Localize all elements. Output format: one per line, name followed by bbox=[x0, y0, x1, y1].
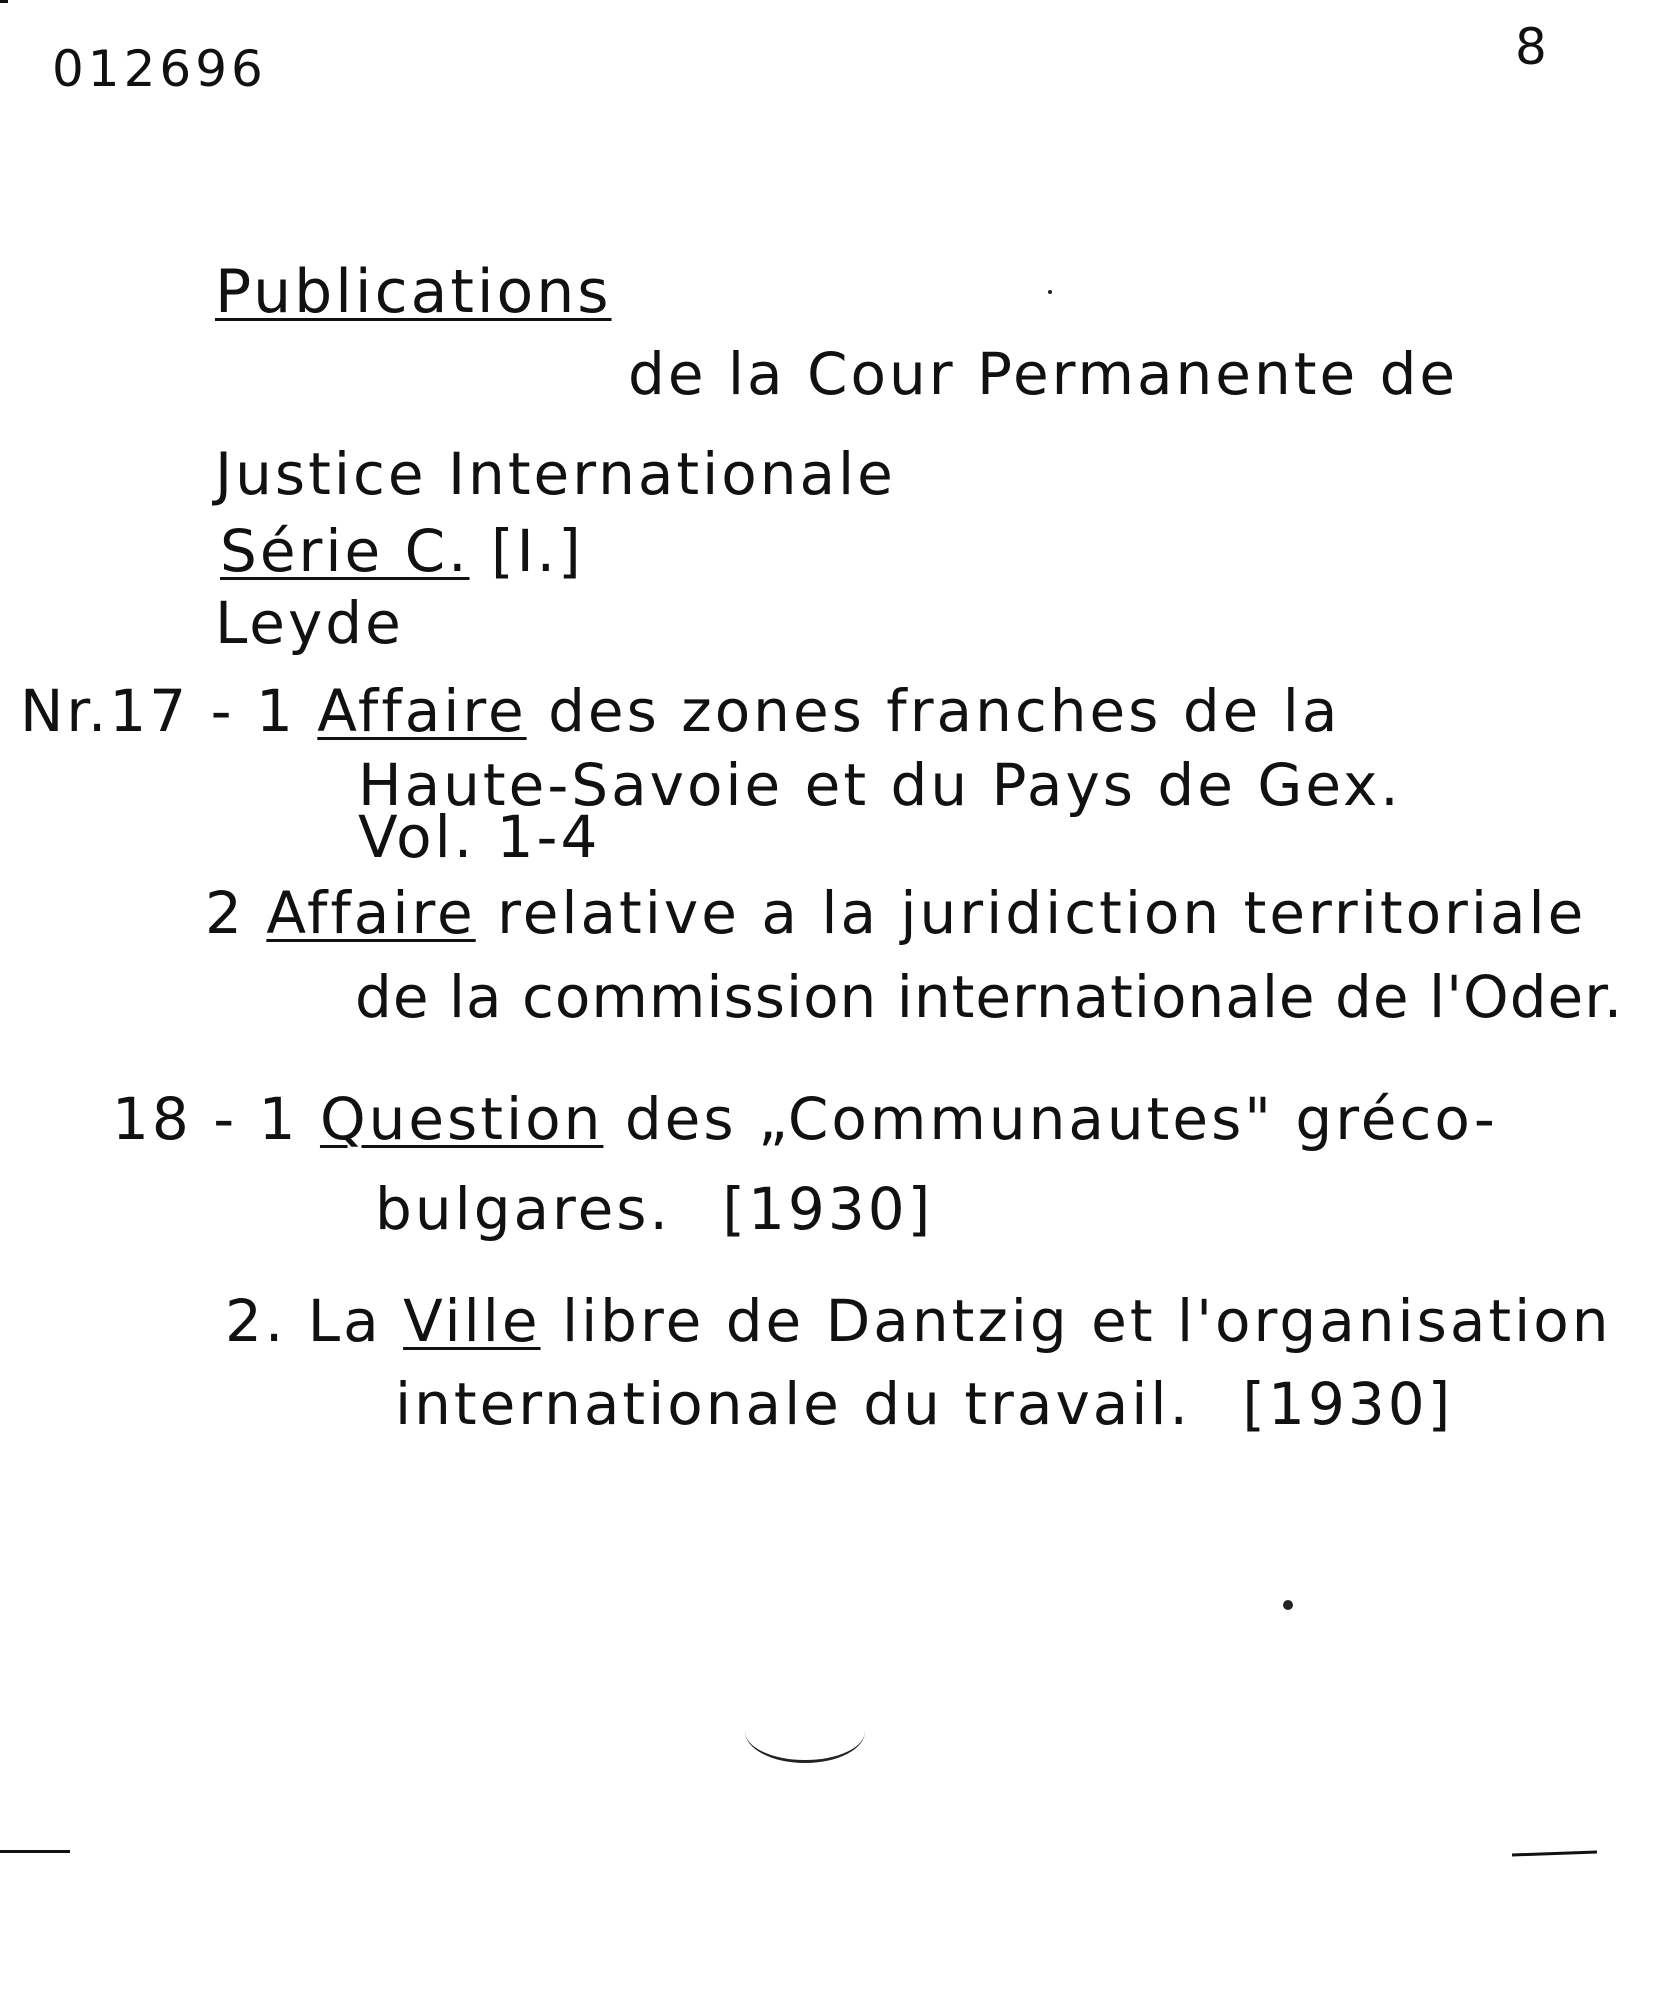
entry-3-year: [1930] bbox=[722, 1175, 934, 1243]
entry-3-text-line2: bulgares. bbox=[375, 1175, 671, 1243]
entry-3-second-line bbox=[375, 1175, 934, 1243]
entry-4-second-line bbox=[395, 1370, 1454, 1438]
reference-number: 012696 bbox=[52, 40, 267, 98]
series-bracket: [I.] bbox=[490, 517, 584, 585]
entry-3-first-line bbox=[112, 1085, 1498, 1153]
entry-1-text-line2: Haute-Savoie et du Pays de Gex. bbox=[358, 751, 1402, 819]
ink-speck-2 bbox=[1048, 290, 1052, 294]
edge-mark-bottom-right bbox=[1512, 1851, 1597, 1857]
series-label: Série C. bbox=[220, 517, 470, 585]
entry-1-keyword: Affaire bbox=[317, 677, 527, 745]
heading-line2: Justice Internationale bbox=[215, 440, 896, 508]
entry-4-text-line1: libre de Dantzig et l'organisation bbox=[561, 1287, 1612, 1355]
entry-4-keyword: Ville bbox=[403, 1287, 541, 1355]
entry-1-text-line3: Vol. 1-4 bbox=[358, 803, 601, 871]
entry-4-text-line2: internationale du travail. bbox=[395, 1370, 1191, 1438]
heading-line1: de la Cour Permanente de bbox=[628, 340, 1459, 408]
edge-mark-bottom-left bbox=[0, 1850, 70, 1853]
entry-4-first-line bbox=[225, 1287, 1612, 1355]
entry-4-prefix: La bbox=[307, 1287, 382, 1355]
entry-2-first-line bbox=[205, 879, 1587, 947]
corner-mark-top-left bbox=[0, 0, 8, 3]
entry-2-number: 2 bbox=[205, 879, 245, 947]
entry-4-number: 2. bbox=[225, 1287, 287, 1355]
pencil-arc bbox=[745, 1700, 865, 1763]
page-number: 8 bbox=[1515, 18, 1551, 76]
heading-series bbox=[220, 517, 584, 585]
ink-speck bbox=[1283, 1600, 1293, 1610]
entry-4-year: [1930] bbox=[1242, 1370, 1454, 1438]
entry-3-text-line1: des „Communautes" gréco- bbox=[624, 1085, 1498, 1153]
heading-title: Publications bbox=[215, 257, 612, 327]
entry-1-number: Nr.17 - 1 bbox=[20, 677, 296, 745]
entry-2-text-line1: relative a la juridiction territoriale bbox=[497, 879, 1587, 947]
entry-1-text-line1: des zones franches de la bbox=[548, 677, 1341, 745]
entry-3-number: 18 - 1 bbox=[112, 1085, 299, 1153]
entry-3-keyword: Question bbox=[319, 1085, 604, 1153]
entry-1-first-line bbox=[20, 677, 1341, 745]
heading-place: Leyde bbox=[215, 589, 404, 657]
entry-2-keyword: Affaire bbox=[266, 879, 476, 947]
entry-2-text-line2: de la commission internationale de l'Oder. bbox=[355, 963, 1624, 1031]
